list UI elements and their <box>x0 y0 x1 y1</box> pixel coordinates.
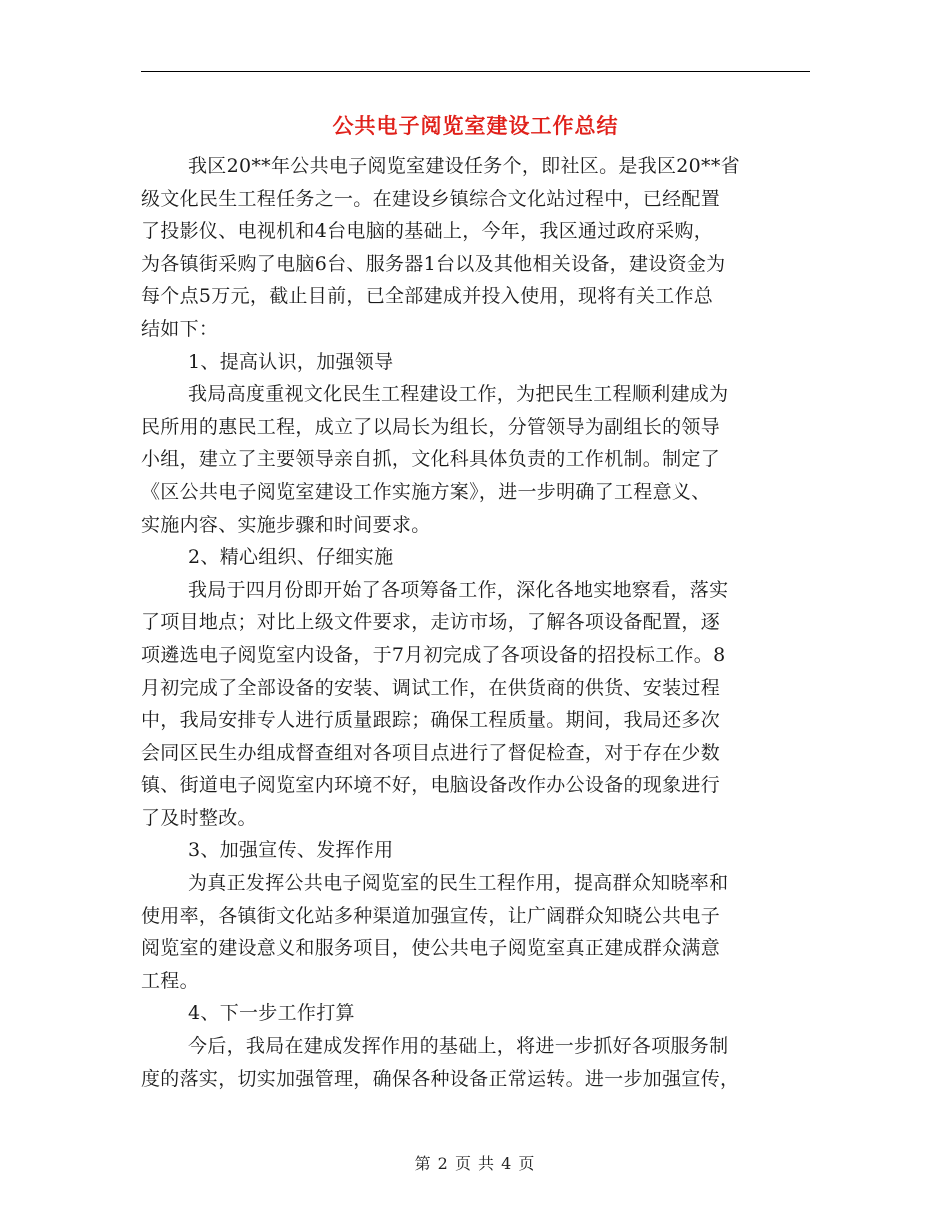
paragraph-line: 今后，我局在建成发挥作用的基础上，将进一步抓好各项服务制 <box>188 1035 729 1058</box>
document-title: 公共电子阅览室建设工作总结 <box>332 114 619 138</box>
paragraph-line: 我局高度重视文化民生工程建设工作，为把民生工程顺利建成为 <box>188 383 729 406</box>
paragraph-line: 实施内容、实施步骤和时间要求。 <box>141 513 431 536</box>
paragraph-line: 为真正发挥公共电子阅览室的民生工程作用，提高群众知晓率和 <box>188 872 729 895</box>
paragraph-line: 每个点5万元，截止目前，已全部建成并投入使用，现将有关工作总 <box>141 285 714 308</box>
section-heading: 1、提高认识，加强领导 <box>188 350 394 373</box>
document-body <box>141 150 813 1095</box>
section-heading: 2、精心组织、仔细实施 <box>188 546 394 569</box>
section-heading: 4、下一步工作打算 <box>188 1002 355 1025</box>
paragraph-line: 为各镇街采购了电脑6台、服务器1台以及其他相关设备，建设资金为 <box>141 252 726 275</box>
paragraph-line: 我局于四月份即开始了各项筹备工作，深化各地实地察看，落实 <box>188 578 729 601</box>
paragraph-line: 级文化民生工程任务之一。在建设乡镇综合文化站过程中，已经配置 <box>141 187 721 210</box>
paragraph-line: 小组，建立了主要领导亲自抓，文化科具体负责的工作机制。制定了 <box>141 448 721 471</box>
paragraph-line: 镇、街道电子阅览室内环境不好，电脑设备改作办公设备的现象进行 <box>141 774 721 797</box>
header-rule <box>141 71 810 72</box>
paragraph-line: 阅览室的建设意义和服务项目，使公共电子阅览室真正建成群众满意 <box>141 937 721 960</box>
section-heading: 3、加强宣传、发挥作用 <box>188 839 394 862</box>
paragraph-line: 我区20**年公共电子阅览室建设任务个，即社区。是我区20**省 <box>188 155 740 177</box>
paragraph-line: 了投影仪、电视机和4台电脑的基础上，今年，我区通过政府采购， <box>141 220 714 243</box>
paragraph-line: 民所用的惠民工程，成立了以局长为组长，分管领导为副组长的领导 <box>141 415 721 438</box>
paragraph-line: 了及时整改。 <box>141 806 257 829</box>
paragraph-line: 了项目地点；对比上级文件要求，走访市场，了解各项设备配置，逐 <box>141 611 721 634</box>
page-number-footer: 第 2 页 共 4 页 <box>414 1154 536 1173</box>
paragraph-line: 中，我局安排专人进行质量跟踪；确保工程质量。期间，我局还多次 <box>141 709 721 732</box>
paragraph-line: 项遴选电子阅览室内设备，于7月初完成了各项设备的招投标工作。8 <box>141 643 726 666</box>
paragraph-line: 度的落实，切实加强管理，确保各种设备正常运转。进一步加强宣传， <box>141 1067 740 1090</box>
paragraph-line: 结如下： <box>141 317 219 340</box>
paragraph-line: 《区公共电子阅览室建设工作实施方案》，进一步明确了工程意义、 <box>141 480 711 503</box>
paragraph-line: 会同区民生办组成督查组对各项目点进行了督促检查，对于存在少数 <box>141 741 721 764</box>
paragraph-line: 月初完成了全部设备的安装、调试工作，在供货商的供货、安装过程 <box>141 676 721 699</box>
paragraph-line: 使用率，各镇街文化站多种渠道加强宣传，让广阔群众知晓公共电子 <box>141 904 721 927</box>
paragraph-line: 工程。 <box>141 969 199 992</box>
